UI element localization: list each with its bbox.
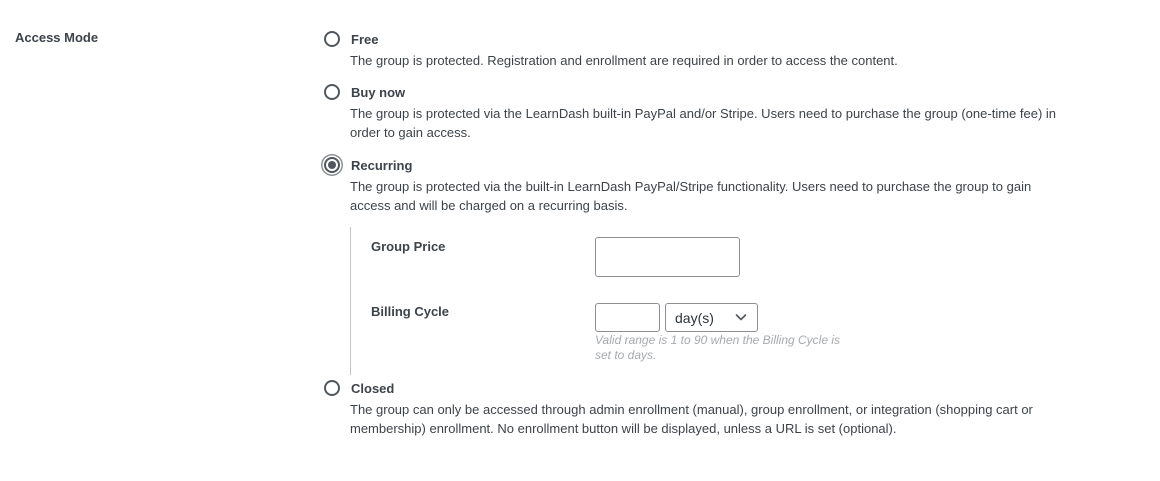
billing-cycle-unit-value: day(s)	[675, 309, 714, 326]
access-option-buy-now	[324, 83, 1064, 142]
access-option-closed-toggle[interactable]	[324, 379, 1064, 397]
option-description-free: The group is protected. Registration and enrollment are required in order to access the content.	[350, 53, 898, 68]
group-price-input[interactable]	[595, 237, 740, 277]
access-option-recurring	[324, 156, 1064, 215]
radio-closed[interactable]	[324, 380, 340, 396]
option-description-closed: The group can only be accessed through admin enrollment (manual), group enrollment, or integration (shopping cart or membership) enrollment. No enrollment button will be displayed, unless a URL is set (optional).	[350, 402, 1033, 436]
group-price-label: Group Price	[371, 239, 446, 254]
option-description-recurring: The group is protected via the built-in LearnDash PayPal/Stripe functionality. Users need to purchase the group to gain access and will be charged on a recurring basis.	[350, 179, 1032, 213]
recurring-settings-panel	[350, 227, 871, 375]
radio-free[interactable]	[324, 31, 340, 47]
option-title-free: Free	[351, 31, 379, 47]
access-mode-label: Access Mode	[15, 30, 99, 45]
access-option-free	[324, 30, 1064, 70]
access-option-buy-now-toggle[interactable]	[324, 83, 1064, 101]
radio-buy-now[interactable]	[324, 84, 340, 100]
option-title-recurring: Recurring	[351, 157, 413, 173]
radio-recurring[interactable]	[324, 157, 340, 173]
access-option-free-toggle[interactable]	[324, 30, 1064, 48]
billing-cycle-label: Billing Cycle	[371, 304, 450, 319]
access-option-recurring-toggle[interactable]	[324, 156, 1064, 174]
billing-cycle-unit-select[interactable]	[665, 303, 758, 332]
chevron-down-icon	[735, 312, 747, 322]
option-title-buy-now: Buy now	[351, 84, 406, 100]
option-description-buy-now: The group is protected via the LearnDash built-in PayPal and/or Stripe. Users need to purchase the group (one-time fee) in order to gain access.	[350, 106, 1057, 140]
billing-cycle-help-text: Valid range is 1 to 90 when the Billing Cycle is set to days.	[595, 333, 841, 362]
access-option-closed	[324, 379, 1064, 438]
billing-cycle-interval-input[interactable]	[595, 303, 660, 332]
option-title-closed: Closed	[351, 380, 395, 396]
